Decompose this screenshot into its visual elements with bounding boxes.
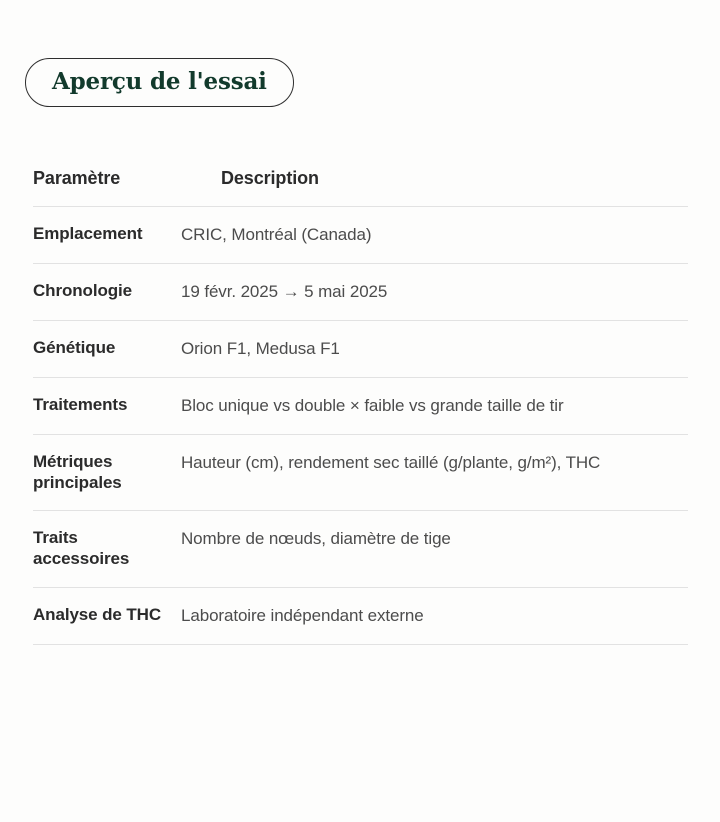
row-parameter-label: Traits accessoires — [33, 528, 130, 569]
column-header-description: Description — [221, 168, 319, 188]
row-description-value: Laboratoire indépendant externe — [181, 605, 424, 625]
table-cell-parameter — [33, 395, 181, 416]
table-cell-parameter — [33, 281, 181, 302]
table-cell-parameter — [33, 452, 181, 493]
table-row — [33, 435, 688, 511]
row-description-value: Nombre de nœuds, diamètre de tige — [181, 529, 451, 549]
column-header-parameter: Paramètre — [33, 168, 121, 188]
page-title-container — [25, 58, 294, 107]
table-row — [33, 511, 688, 587]
row-parameter-label: Génétique — [33, 337, 116, 357]
row-parameter-label: Métriques principales — [33, 451, 122, 492]
table-cell-description — [181, 395, 688, 417]
row-description-value: Orion F1, Medusa F1 — [181, 338, 340, 358]
table-row — [33, 207, 688, 264]
table-cell-description — [181, 281, 688, 303]
table-cell-description — [181, 452, 688, 474]
table-cell-description — [181, 338, 688, 360]
row-parameter-label: Analyse de THC — [33, 604, 162, 624]
table-cell-parameter — [33, 605, 181, 626]
table-cell-parameter — [33, 224, 181, 245]
row-description-value: Bloc unique vs double × faible vs grande taille de tir — [181, 395, 564, 415]
table-row — [33, 264, 688, 321]
column-header-description-cell — [181, 168, 688, 190]
page-title: Aperçu de l'essai — [52, 68, 267, 95]
row-parameter-label: Chronologie — [33, 280, 132, 300]
row-description-value: CRIC, Montréal (Canada) — [181, 224, 372, 244]
table-header-row — [33, 168, 688, 207]
table-cell-description — [181, 528, 688, 550]
table-cell-description — [181, 224, 688, 246]
trial-overview-table — [33, 168, 688, 645]
table-cell-description — [181, 605, 688, 627]
column-header-parameter-cell — [33, 168, 181, 190]
title-pill-badge — [25, 58, 294, 107]
table-cell-parameter — [33, 528, 181, 569]
row-description-value: Hauteur (cm), rendement sec taillé (g/plante, g/m²), THC — [181, 452, 601, 472]
table-row — [33, 321, 688, 378]
row-parameter-label: Traitements — [33, 394, 128, 414]
row-description-value: 19 févr. 2025 → 5 mai 2025 — [181, 281, 388, 301]
row-parameter-label: Emplacement — [33, 223, 143, 243]
table-row — [33, 588, 688, 645]
table-row — [33, 378, 688, 435]
table-cell-parameter — [33, 338, 181, 359]
